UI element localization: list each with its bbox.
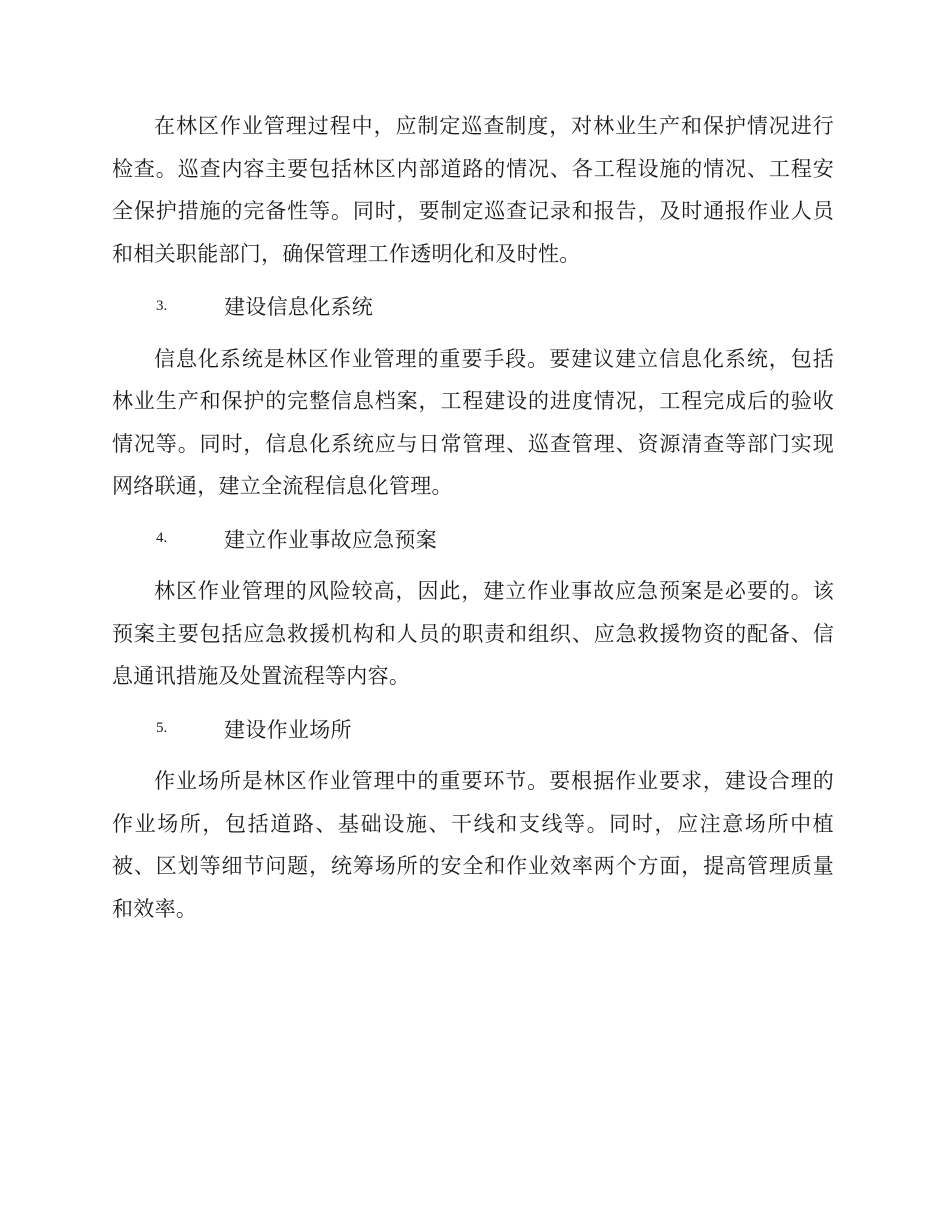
document-body	[112, 105, 834, 930]
section-heading-4	[112, 518, 834, 561]
section-heading-3	[112, 285, 834, 328]
section-number: 5.	[156, 720, 168, 737]
section-number: 4.	[156, 530, 168, 547]
paragraph-inspection: 在林区作业管理过程中，应制定巡查制度，对林业生产和保护情况进行检查。巡查内容主要包括林区内部道路的情况、各工程设施的情况、工程安全保护措施的完备性等。同时，要制定巡查记录和报告，及时通报作业人员和相关职能部门，确保管理工作透明化和及时性。	[112, 114, 834, 266]
paragraph-emergency-plan: 林区作业管理的风险较高，因此，建立作业事故应急预案是必要的。该预案主要包括应急救援机构和人员的职责和组织、应急救援物资的配备、信息通讯措施及处置流程等内容。	[112, 579, 834, 688]
section-number: 3.	[156, 297, 168, 314]
section-title: 建设信息化系统	[224, 295, 374, 320]
section-heading-5	[112, 708, 834, 751]
paragraph-information-system: 信息化系统是林区作业管理的重要手段。要建议建立信息化系统，包括林业生产和保护的完整信息档案，工程建设的进度情况，工程完成后的验收情况等。同时，信息化系统应与日常管理、巡查管理、资源清查等部门实现网络联通，建立全流程信息化管理。	[112, 346, 834, 498]
section-title: 建设作业场所	[224, 717, 352, 742]
section-title: 建立作业事故应急预案	[224, 527, 437, 552]
paragraph-work-site: 作业场所是林区作业管理中的重要环节。要根据作业要求，建设合理的作业场所，包括道路、基础设施、干线和支线等。同时，应注意场所中植被、区划等细节问题，统筹场所的安全和作业效率两个方面，提高管理质量和效率。	[112, 769, 834, 921]
